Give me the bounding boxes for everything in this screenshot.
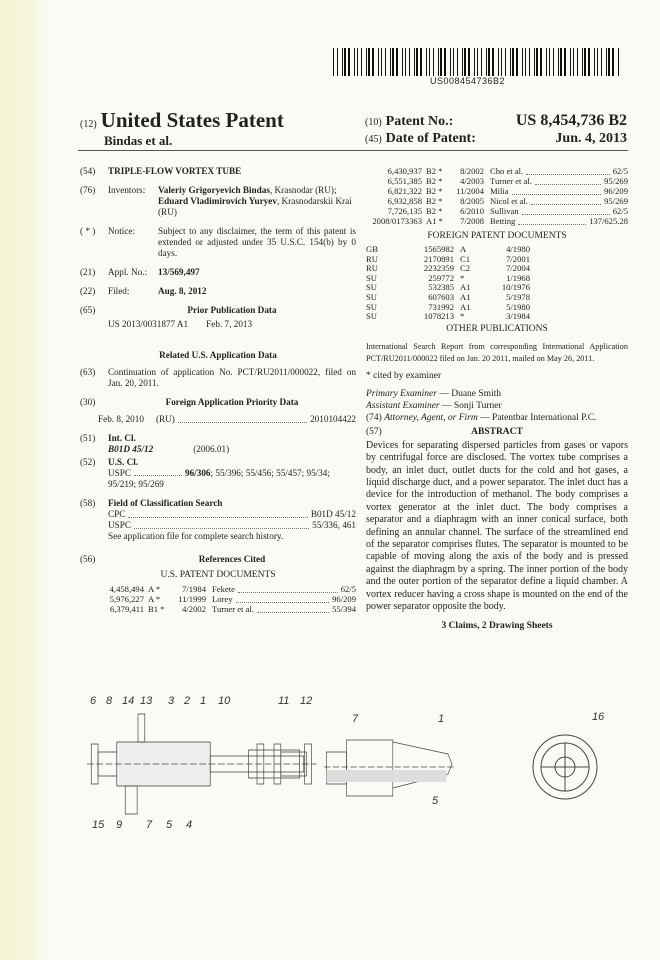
ref-class: 62/5 [612, 206, 628, 216]
cpc-label: CPC [108, 509, 126, 519]
field-code: (30) [80, 397, 96, 407]
priority-country: (RU) [155, 414, 175, 424]
drawing-label: 8 [106, 695, 113, 707]
dot-leader [518, 218, 586, 225]
notice-text: Subject to any disclaimer, the term of this patent is extended or adjusted under 35 U.S.C. 154(b) by 0 days. [158, 226, 356, 258]
country: SU [366, 282, 377, 293]
intcl-field [80, 433, 356, 455]
notice-field [80, 226, 356, 259]
uscl-field [80, 457, 356, 490]
patent-no-label: Patent No.: [385, 114, 454, 129]
drawing-label: 4 [186, 819, 193, 831]
drawing-label: 6 [90, 695, 97, 707]
ref-class: 95/269 [604, 196, 628, 206]
ref-kind: B1 * [148, 604, 165, 614]
document-title: United States Patent [100, 108, 284, 132]
ref-inventor: Nicol et al. [490, 196, 528, 206]
country: RU [366, 263, 378, 274]
drawing-label: 11 [278, 695, 290, 707]
patent-date: Jun. 4, 2013 [555, 131, 627, 146]
dot-leader [134, 475, 182, 476]
dot-leader [531, 198, 601, 205]
patent-drawings [70, 692, 630, 832]
reference-row [366, 176, 628, 186]
ref-kind: B2 * [426, 186, 443, 196]
uspc-value: 55/336, 461 [312, 520, 356, 530]
ref-number: 2232359 [423, 263, 454, 274]
foreign-ref-row [366, 245, 628, 255]
drawing-label: 2 [184, 695, 191, 707]
ref-number: 7,726,135 [387, 206, 422, 216]
drawing-label: 13 [140, 695, 153, 707]
drawing-label: 12 [300, 695, 313, 707]
field-code: (56) [80, 554, 96, 564]
country: RU [366, 253, 378, 264]
related-field [80, 367, 356, 389]
prior-pub [80, 319, 356, 330]
inventors-field [80, 185, 356, 218]
ref-date: 11/1999 [178, 594, 206, 604]
us-refs-list-continued [366, 166, 628, 226]
foreign-docs-heading: FOREIGN PATENT DOCUMENTS [427, 231, 567, 241]
reference-row [102, 594, 356, 604]
reference-row [102, 604, 356, 614]
ref-kind: B2 * [426, 206, 443, 216]
int-class-year: (2006.01) [193, 444, 230, 454]
foreign-ref-row [366, 264, 628, 274]
cited-note: * cited by examiner [366, 370, 442, 381]
dot-leader [526, 168, 610, 175]
ref-number: 607603 [428, 291, 454, 302]
attorney-label: Attorney, Agent, or Firm [384, 412, 478, 423]
drawing-label: 5 [432, 795, 439, 807]
related-text: Continuation of application No. PCT/RU2011/000022, filed on Jan. 20, 2011. [108, 367, 356, 388]
us-refs-list [80, 584, 356, 614]
invention-title: TRIPLE-FLOW VORTEX TUBE [108, 166, 242, 176]
field-label: Inventors: [108, 185, 146, 195]
foreign-ref-row [366, 303, 628, 313]
page-edge [0, 0, 48, 960]
foreign-priority-field [80, 397, 356, 408]
ref-kind: A1 [460, 301, 471, 312]
ref-number: 2008/0173363 [372, 216, 422, 226]
filed-field [80, 286, 356, 297]
abstract-text: Devices for separating dispersed particles from gases or vapors by centrifugal force are disclosed. The vortex tube comprises a body, an inlet duct, outlet ducts for the cold and hot gases, a liquid discharge duct, and a power separator. The inlet duct has a device for the introduction of methanol. The body comprises a vortex generator at the inlet duct. The body comprises a separator and a diaphragm with an inner conical surface, both defining an annular channel. The surface of the streamlined end of the separator comprises flutes. The separator is mounted to be capable of moving along the axis of the body and is pressed against the diaphragm by a spring. The inner portion of the body and the outer portion of the separator define a liquid chamber. A vortex reducer having a cross shape is mounted on the end of the power separator opposite the body. [366, 439, 628, 613]
ref-class: 96/209 [604, 186, 628, 196]
ref-number: 6,430,937 [387, 166, 422, 176]
ref-date: 4/1980 [506, 244, 530, 254]
prior-pub-date: Feb. 7, 2013 [206, 319, 253, 329]
figure-2-separator [324, 740, 456, 796]
section-heading: Related U.S. Application Data [159, 350, 277, 360]
field-code: (76) [80, 185, 96, 195]
appl-number: 13/569,497 [158, 267, 200, 277]
ref-kind: * [460, 272, 465, 283]
primary-examiner-label: Primary Examiner [366, 388, 437, 399]
assistant-examiner: — Sonji Turner [439, 400, 502, 411]
ref-class: 96/209 [332, 594, 356, 604]
field-label: U.S. Cl. [108, 457, 139, 467]
other-pub-text: International Search Report from corresponding International Application PCT/RU2011/000022 filed on Jan. 20 2011, mailed on May 26, 2011. [366, 341, 628, 363]
ref-inventor: Milia [490, 186, 509, 196]
ref-date: 7/2008 [460, 216, 484, 226]
ref-inventor: Betting [490, 216, 516, 226]
drawing-label: 9 [116, 819, 123, 831]
field-code: (57) [366, 426, 382, 437]
ref-date: 7/2004 [506, 263, 530, 274]
field-code: (58) [80, 498, 96, 508]
ref-kind: A * [148, 584, 161, 594]
int-class: B01D 45/12 [108, 444, 154, 454]
ref-inventor: Fekete [212, 584, 235, 594]
examiners [366, 388, 628, 424]
us-docs-heading: U.S. PATENT DOCUMENTS [160, 570, 276, 580]
foreign-ref-row [366, 283, 628, 293]
ref-kind: A1 * [426, 216, 443, 226]
field-label: Notice: [108, 226, 136, 236]
uspc-main: 96/306 [184, 468, 211, 478]
drawing-label: 5 [166, 819, 173, 831]
refs-field [80, 554, 356, 565]
ref-date: 6/2010 [460, 206, 484, 216]
ref-inventor: Turner et al. [212, 604, 254, 614]
ref-date: 7/2001 [506, 253, 530, 264]
ref-number: 1078213 [423, 311, 454, 322]
foreign-ref-row [366, 255, 628, 265]
ref-inventor: Cho et al. [490, 166, 524, 176]
dot-leader [128, 511, 307, 518]
country: SU [366, 301, 377, 312]
reference-row [366, 186, 628, 196]
filed-date: Aug. 8, 2012 [158, 286, 207, 296]
country: SU [366, 311, 377, 322]
ref-kind: B2 * [426, 176, 443, 186]
ref-date: 10/1976 [501, 282, 530, 293]
appl-field [80, 267, 356, 278]
priority-number: 2010104422 [310, 414, 356, 424]
country: SU [366, 291, 377, 302]
ref-inventor: Sullivan [490, 206, 519, 216]
ref-kind: A [460, 244, 467, 254]
code-10: (10) [365, 117, 382, 128]
ref-date: 5/1978 [506, 291, 530, 302]
inventors-short: Bindas et al. [104, 133, 173, 148]
dot-leader [522, 208, 610, 215]
reference-row [366, 216, 628, 226]
ref-kind: B2 * [426, 196, 443, 206]
foreign-ref-row [366, 312, 628, 322]
inventor-location: , Krasnodarskii Krai (RU) [158, 196, 352, 217]
dot-leader [134, 522, 309, 529]
ref-date: 3/1984 [506, 311, 530, 322]
attorney: — Patentbar International P.C. [477, 412, 597, 423]
dot-leader [512, 188, 602, 195]
dot-leader [236, 596, 330, 603]
ref-class: 62/5 [340, 584, 356, 594]
header-left [80, 108, 284, 149]
ref-date: 8/2005 [460, 196, 484, 206]
claims-summary: 3 Claims, 2 Drawing Sheets [441, 621, 553, 632]
drawing-label: 14 [122, 695, 135, 707]
barcode-number: US008454736B2 [430, 76, 506, 86]
abstract-heading: ABSTRACT [471, 426, 523, 437]
ref-inventor: Lorey [212, 594, 233, 604]
ref-kind: C1 [460, 253, 471, 264]
ref-class: 55/394 [332, 604, 356, 614]
ref-class: 137/625.28 [589, 216, 628, 226]
ref-date: 8/2002 [460, 166, 484, 176]
uspc-rest: ; 55/396; 55/456; 55/457; 95/34; 95/219; 95/269 [108, 468, 330, 489]
reference-row [366, 206, 628, 216]
uspc-label: USPC [108, 520, 131, 530]
inventor-location: , Krasnodar (RU); [269, 185, 337, 195]
title-field [80, 166, 356, 177]
primary-examiner: — Duane Smith [436, 388, 502, 399]
reference-row [102, 584, 356, 594]
reference-row [366, 196, 628, 206]
ref-number: 259772 [428, 272, 454, 283]
inventor-name: Eduard Vladimirovich Yuryev [158, 196, 277, 206]
ref-number: 6,932,858 [387, 196, 422, 206]
ref-number: 6,551,385 [387, 176, 422, 186]
header-divider [78, 150, 628, 151]
priority-date: Feb. 8, 2010 [98, 414, 144, 424]
prior-pub-number: US 2013/0031877 A1 [108, 319, 189, 329]
field-code: (22) [80, 286, 96, 296]
reference-row [366, 166, 628, 176]
dot-leader [535, 178, 601, 185]
country: SU [366, 272, 377, 283]
drawing-label: 7 [146, 819, 153, 831]
drawing-label: 16 [592, 711, 605, 723]
prior-field [80, 305, 356, 316]
ref-kind: A1 [460, 291, 471, 302]
field-label: Filed: [108, 286, 130, 296]
field-code: ( * ) [80, 226, 96, 236]
field-label: Int. Cl. [108, 433, 136, 443]
right-column [366, 166, 628, 632]
figure-3-vortex-reducer [533, 735, 597, 799]
field-label: Appl. No.: [108, 267, 148, 277]
ref-number: 2170891 [423, 253, 454, 264]
dot-leader [238, 586, 338, 593]
drawing-label: 1 [438, 713, 445, 725]
ref-kind: B2 * [426, 166, 443, 176]
inventor-name: Valeriy Grigoryevich Bindas [158, 185, 270, 195]
field-code: (21) [80, 267, 96, 277]
dot-leader [257, 606, 329, 613]
ref-date: 11/2004 [456, 186, 484, 196]
section-heading: References Cited [198, 554, 266, 564]
section-heading: Prior Publication Data [187, 305, 277, 315]
priority-row [80, 414, 356, 425]
dot-leader [178, 416, 307, 423]
field-code: (74) [366, 412, 382, 423]
date-label: Date of Patent: [385, 131, 476, 146]
ref-kind: * [460, 311, 465, 322]
figure-1-vortex-tube [87, 714, 317, 814]
drawing-label: 1 [200, 695, 207, 707]
header-right [365, 112, 627, 150]
ref-kind: A * [148, 594, 161, 604]
ref-number: 532385 [428, 282, 454, 293]
drawing-label: 3 [168, 695, 175, 707]
ref-date: 4/2002 [182, 604, 206, 614]
drawing-label: 7 [352, 713, 359, 725]
ref-kind: C2 [460, 263, 471, 274]
ref-kind: A1 [460, 282, 471, 293]
ref-number: 5,976,227 [109, 594, 144, 604]
foreign-ref-row [366, 293, 628, 303]
ref-number: 6,379,411 [109, 604, 144, 614]
field-code: (51) [80, 433, 96, 443]
barcode [333, 48, 623, 76]
field-label: Field of Classification Search [108, 498, 223, 508]
drawing-label: 10 [218, 695, 231, 707]
abstract-header [366, 427, 628, 438]
field-code: (63) [80, 367, 96, 377]
ref-inventor: Turner et al. [490, 176, 532, 186]
ref-number: 1565982 [423, 244, 454, 254]
ref-number: 6,821,322 [387, 186, 422, 196]
section-heading: Foreign Application Priority Data [165, 397, 299, 407]
ref-class: 62/5 [612, 166, 628, 176]
ref-date: 1/1968 [506, 272, 530, 283]
ref-class: 95/269 [604, 176, 628, 186]
ref-date: 7/1984 [182, 584, 206, 594]
left-column [80, 166, 356, 614]
field-code: (54) [80, 166, 96, 176]
cpc-value: B01D 45/12 [310, 509, 356, 519]
assistant-examiner-label: Assistant Examiner [366, 400, 440, 411]
uspc-label: USPC [108, 468, 131, 478]
other-pubs-heading: OTHER PUBLICATIONS [446, 323, 548, 334]
field-search [80, 498, 356, 542]
code-45: (45) [365, 134, 382, 145]
foreign-ref-row [366, 274, 628, 284]
foreign-refs-list [366, 245, 628, 322]
drawing-label: 15 [92, 819, 105, 831]
patent-number: US 8,454,736 B2 [515, 112, 627, 129]
ref-number: 731992 [428, 301, 454, 312]
field-code: (65) [80, 305, 96, 315]
field-code: (52) [80, 457, 96, 467]
country: GB [366, 244, 378, 254]
ref-date: 5/1980 [506, 301, 530, 312]
ref-date: 4/2003 [460, 176, 484, 186]
search-note: See application file for complete search history. [108, 531, 284, 541]
ref-number: 4,458,494 [109, 584, 144, 594]
code-12: (12) [80, 119, 97, 130]
